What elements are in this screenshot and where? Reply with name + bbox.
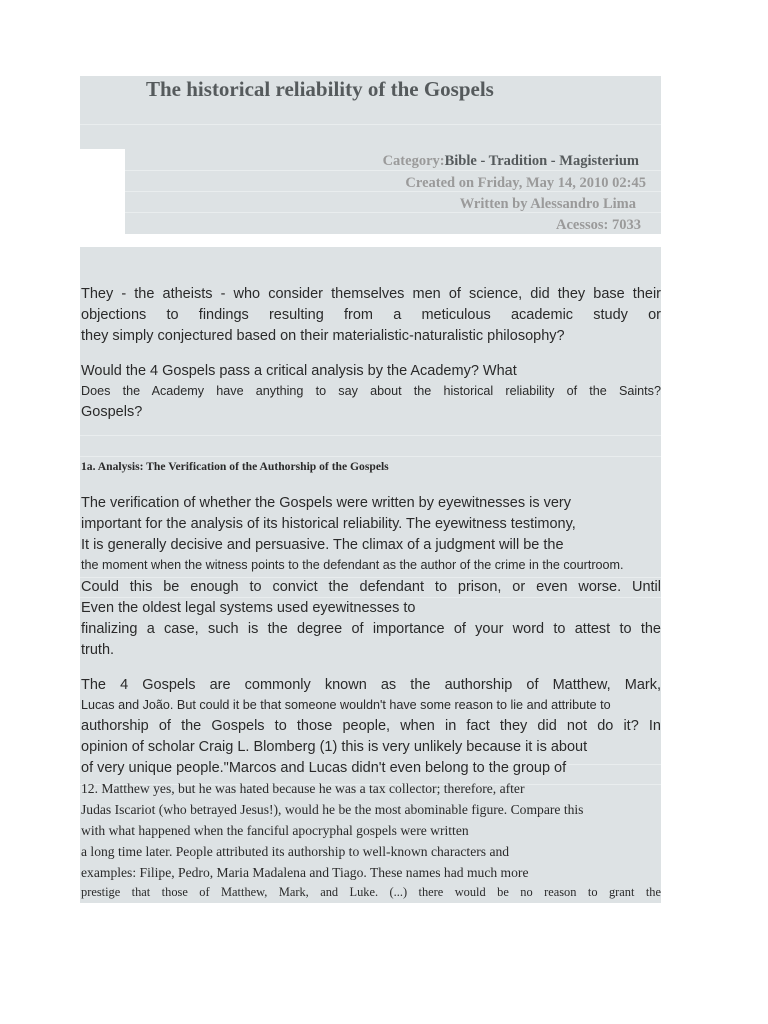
section-heading: 1a. Analysis: The Verification of the Authorship of the Gospels	[81, 460, 389, 473]
paragraph-line: Judas Iscariot (who betrayed Jesus!), would he be the most abominable figure. Compare this	[81, 802, 584, 817]
paragraph-line: objections to findings resulting from a meticulous academic study or	[81, 307, 661, 323]
paragraph-line: They - the atheists - who consider themselves men of science, did they base their	[81, 286, 661, 302]
paragraph-line: Would the 4 Gospels pass a critical analysis by the Academy? What	[81, 363, 517, 379]
paragraph-line: examples: Filipe, Pedro, Maria Madalena and Tiago. These names had much more	[81, 865, 529, 880]
paragraph-line: authorship of the Gospels to those people, when in fact they did not do it? In	[81, 718, 661, 734]
paragraph-line: finalizing a case, such is the degree of importance of your word to attest to the	[81, 621, 661, 637]
paragraph-line: truth.	[81, 642, 115, 658]
paragraph-line: It is generally decisive and persuasive. The climax of a judgment will be the	[81, 537, 564, 553]
category-label: Category:	[382, 153, 445, 169]
category-row	[383, 151, 639, 171]
author-line: Written by Alessandro Lima	[459, 196, 636, 212]
article-header	[80, 76, 661, 149]
paragraph-line: they simply conjectured based on their materialistic-naturalistic philosophy?	[81, 328, 565, 344]
category-link[interactable]: Bible - Tradition - Magisterium	[444, 153, 639, 169]
article-body	[80, 247, 661, 903]
paragraph-line: with what happened when the fanciful apocryphal gospels were written	[81, 823, 469, 838]
paragraph-line: the moment when the witness points to the defendant as the author of the crime in the courtroom.	[81, 558, 624, 572]
row-divider	[80, 456, 661, 457]
header-divider	[80, 124, 661, 125]
paragraph-line: 12. Matthew yes, but he was hated because he was a tax collector; therefore, after	[81, 781, 525, 796]
paragraph-line: opinion of scholar Craig L. Blomberg (1) this is very unlikely because it is about	[81, 739, 588, 755]
article-meta	[125, 149, 661, 234]
paragraph-line: important for the analysis of its historical reliability. The eyewitness testimony,	[81, 516, 576, 532]
page-title: The historical reliability of the Gospels	[146, 77, 494, 101]
paragraph-line: Gospels?	[81, 404, 143, 420]
paragraph-line: Does the Academy have anything to say about the historical reliability of the Saints?	[81, 384, 661, 398]
paragraph-line: The verification of whether the Gospels were written by eyewitnesses is very	[81, 495, 571, 511]
paragraph-line: prestige that those of Matthew, Mark, and Luke. (...) there would be no reason to grant the	[81, 885, 661, 899]
row-divider	[80, 435, 661, 436]
paragraph-line: The 4 Gospels are commonly known as the authorship of Matthew, Mark,	[81, 677, 661, 693]
paragraph-line: Could this be enough to convict the defendant to prison, or even worse. Until	[81, 579, 661, 595]
paragraph-line: of very unique people."Marcos and Lucas didn't even belong to the group of	[81, 760, 567, 776]
paragraph-line: a long time later. People attributed its authorship to well-known characters and	[81, 844, 510, 859]
view-count: Acessos: 7033	[556, 217, 641, 233]
created-date: Created on Friday, May 14, 2010 02:45	[405, 175, 646, 191]
paragraph-line: Even the oldest legal systems used eyewitnesses to	[81, 600, 416, 616]
paragraph-line: Lucas and João. But could it be that someone wouldn't have some reason to lie and attribute to	[81, 698, 611, 712]
